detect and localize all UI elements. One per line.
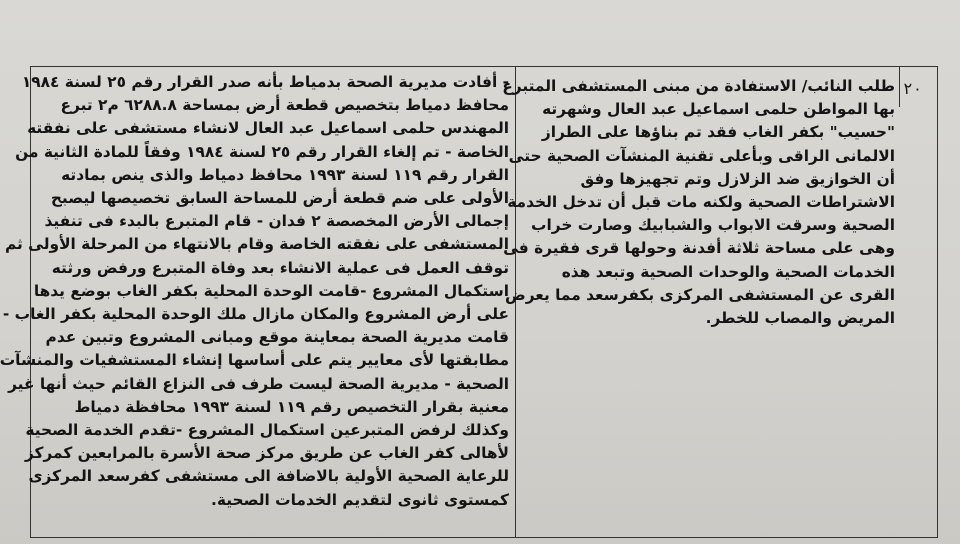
reply-line: لأهالى كفر الغاب عن طريق مركز صحة الأسرة بالمرابعين كمركز	[24, 444, 509, 463]
request-cell	[502, 75, 895, 330]
reply-line: للرعاية الصحية الأولية بالاضافة الى مستشفى كفرسعد المركزى	[28, 467, 509, 486]
response-table	[0, 66, 938, 538]
reply-line: محافظ دمياط بتخصيص قطعة أرض بمساحة ٦٢٨٨.٨ م٢ تبرع	[60, 96, 509, 115]
reply-line: الخاصة - تم إلغاء القرار رقم ٢٥ لسنة ١٩٨٤ وفقاً للمادة الثانية من	[15, 142, 509, 161]
reply-line: - أفادت مديرية الصحة بدمياط بأنه صدر القرار رقم ٢٥ لسنة ١٩٨٤	[21, 73, 509, 91]
request-line: بها المواطن حلمى اسماعيل عبد العال وشهرته	[542, 100, 895, 119]
reply-line: على أرض المشروع والمكان مازال ملك الوحدة المحلية بكفر الغاب -	[2, 305, 509, 324]
reply-line: مطابقتها لأى معايير يتم على أساسها إنشاء المستشفيات والمنشآت	[0, 351, 509, 370]
reply-line: القرار رقم ١١٩ لسنة ١٩٩٣ محافظ دمياط والذى ينص بمادته	[61, 165, 509, 184]
reply-line: معنية بقرار التخصيص رقم ١١٩ لسنة ١٩٩٣ محافظة دمياط	[74, 397, 509, 416]
request-line: الصحية وسرقت الابواب والشبابيك وصارت خراب	[531, 216, 895, 235]
request-line: القرى عن المستشفى المركزى بكفرسعد مما يعرض	[505, 285, 895, 304]
request-line: المريض والمصاب للخطر.	[705, 309, 895, 328]
number-column-divider	[899, 67, 900, 107]
reply-line: المستشفى على نفقته الخاصة وقام بالانتهاء من المرحلة الأولى ثم	[4, 235, 509, 254]
reply-line: كمستوى ثانوى لتقديم الخدمات الصحية.	[211, 490, 509, 509]
request-line: الخدمات الصحية والوحدات الصحية وتبعد هذه	[561, 262, 895, 281]
reply-cell	[0, 71, 509, 512]
reply-line: وكذلك لرفض المتبرعين استكمال المشروع -تقدم الخدمة الصحية	[25, 421, 509, 440]
reply-line: استكمال المشروع -قامت الوحدة المحلية بكفر الغاب بوضع يدها	[33, 281, 509, 300]
reply-line: توقف العمل فى عملية الانشاء بعد وفاة المتبرع ورفض ورثته	[51, 258, 509, 277]
request-line: وهى على مساحة ثلاثة أفدنة وحولها قرى فقيرة فى	[503, 239, 895, 258]
reply-line: قامت مديرية الصحة بمعاينة موقع ومبانى المشروع وتبين عدم	[45, 328, 509, 347]
request-line: طلب النائب/ الاستفادة من مبنى المستشفى المتبرع	[502, 77, 895, 95]
reply-line: الصحية - مديرية الصحة ليست طرف فى النزاع القائم حيث أنها غير	[8, 374, 509, 393]
request-line: أن الخوازيق ضد الزلازل وتم تجهيزها وفق	[580, 169, 895, 188]
reply-line: الأولى على ضم قطعة أرض للمساحة السابق تخصيصها ليصبح	[50, 189, 509, 208]
reply-line: المهندس حلمى اسماعيل عبد العال لانشاء مستشفى على نفقته	[27, 119, 509, 138]
row-number: ٢٠	[903, 79, 923, 98]
request-line: الالمانى الراقى وبأعلى تقنية المنشآت الصحية حتى	[508, 146, 895, 165]
request-line: "حسيب" بكفر الغاب فقد تم بناؤها على الطراز	[541, 123, 895, 142]
reply-line: إجمالى الأرض المخصصة ٢ فدان - قام المتبرع بالبدء فى تنفيذ	[44, 212, 509, 231]
request-line: الاشتراطات الصحية ولكنه مات قبل أن تدخل الخدمة	[507, 193, 895, 212]
